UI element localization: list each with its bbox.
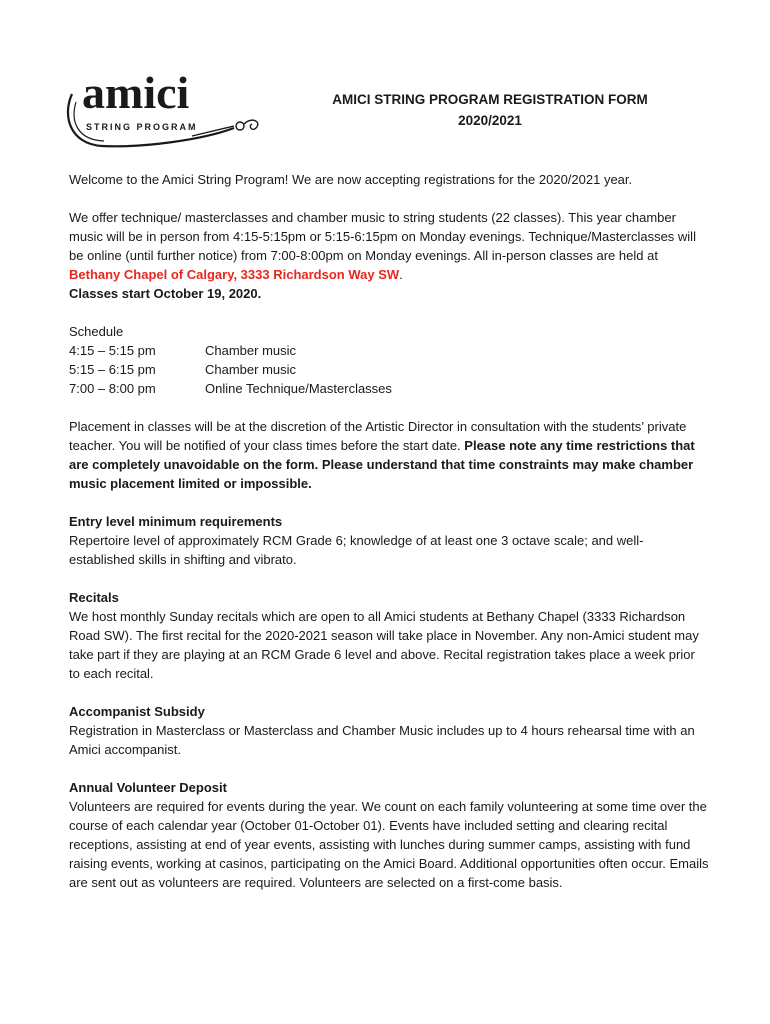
placement-notice: Please note any time restrictions that are completely unavoidable on the form. Please understand that time constraints may make chamber music placement limited or impossible. bbox=[69, 438, 695, 491]
accompanist-section bbox=[69, 702, 709, 759]
accompanist-body: Registration in Masterclass or Masterclass and Chamber Music includes up to 4 hours rehearsal time with an Amici accompanist. bbox=[69, 723, 695, 757]
schedule-row bbox=[69, 341, 709, 360]
welcome-paragraph: Welcome to the Amici String Program! We are now accepting registrations for the 2020/2021 year. bbox=[69, 172, 633, 187]
offer-paragraph bbox=[69, 208, 709, 303]
schedule-activity: Chamber music bbox=[205, 343, 297, 358]
logo-subtitle: STRING PROGRAM bbox=[86, 122, 198, 132]
schedule-time: 7:00 – 8:00 pm bbox=[69, 381, 156, 396]
placement-paragraph bbox=[69, 417, 709, 493]
location-highlight: Bethany Chapel of Calgary, 3333 Richardson Way SW bbox=[69, 267, 400, 282]
amici-logo bbox=[62, 66, 272, 156]
logo-word: amici bbox=[82, 67, 190, 118]
schedule-row bbox=[69, 360, 709, 379]
accompanist-heading: Accompanist Subsidy bbox=[69, 704, 205, 719]
entry-requirements-heading: Entry level minimum requirements bbox=[69, 514, 283, 529]
form-title bbox=[300, 89, 680, 131]
volunteer-heading: Annual Volunteer Deposit bbox=[69, 780, 227, 795]
form-title-line1: AMICI STRING PROGRAM REGISTRATION FORM bbox=[332, 92, 648, 107]
schedule-time: 4:15 – 5:15 pm bbox=[69, 343, 156, 358]
schedule-row bbox=[69, 379, 709, 398]
schedule-time: 5:15 – 6:15 pm bbox=[69, 362, 156, 377]
form-title-line2: 2020/2021 bbox=[458, 113, 522, 128]
volunteer-section bbox=[69, 778, 709, 892]
recitals-heading: Recitals bbox=[69, 590, 119, 605]
recitals-body: We host monthly Sunday recitals which are open to all Amici students at Bethany Chapel (3333 Richardson Road SW). The first recital for the 2020-2021 season will take place in November. Any non-Amici student may take part if they are playing at an RCM Grade 6 level and above. Recital registration takes place a week prior to each recital. bbox=[69, 609, 699, 681]
schedule-activity: Chamber music bbox=[205, 362, 297, 377]
schedule bbox=[69, 322, 709, 398]
classes-start: Classes start October 19, 2020. bbox=[69, 286, 262, 301]
recitals-section bbox=[69, 588, 709, 683]
form-body bbox=[69, 170, 709, 892]
offer-period: . bbox=[399, 267, 403, 282]
volunteer-body: Volunteers are required for events during the year. We count on each family volunteering at some time over the course of each calendar year (October 01-October 01). Events have included setting and clearing recital receptions, assisting at end of year events, assisting with lunches during summer camps, assisting with fund raising events, working at casinos, participating on the Amici Board. Additional opportunities often occur. Emails are sent out as volunteers are required. Volunteers are selected on a first-come basis. bbox=[69, 799, 709, 890]
placement-text: Placement in classes will be at the discretion of the Artistic Director in consultation with the students’ private teacher. You will be notified of your class times before the start date. bbox=[69, 419, 687, 453]
offer-text: We offer technique/ masterclasses and chamber music to string students (22 classes). This year chamber music will be in person from 4:15-5:15pm or 5:15-6:15pm on Monday evenings. Technique/Masterclasses will be online (until further notice) from 7:00-8:00pm on Monday evenings. All in-person classes are held at bbox=[69, 210, 696, 263]
schedule-heading: Schedule bbox=[69, 324, 124, 339]
violin-logo-graphic bbox=[62, 66, 272, 156]
entry-requirements-body: Repertoire level of approximately RCM Grade 6; knowledge of at least one 3 octave scale; and well-established skills in shifting and vibrato. bbox=[69, 533, 644, 567]
entry-requirements-section bbox=[69, 512, 709, 569]
schedule-activity: Online Technique/Masterclasses bbox=[205, 381, 392, 396]
